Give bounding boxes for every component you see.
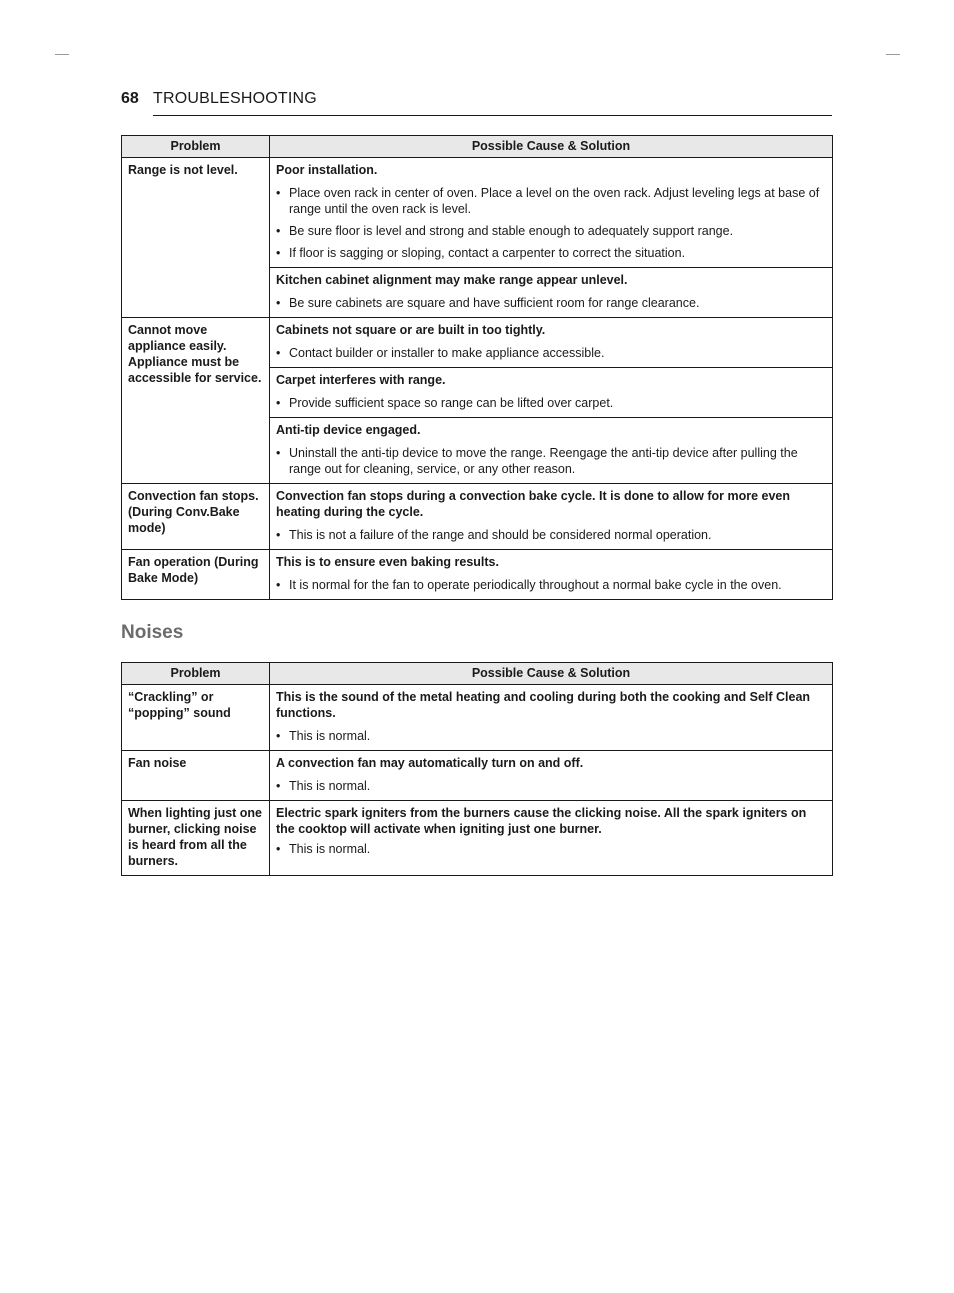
cause-cell: [270, 550, 833, 600]
page-header: [121, 89, 832, 117]
cause-title: Kitchen cabinet alignment may make range appear unlevel.: [276, 273, 628, 287]
solution-item: [276, 728, 826, 744]
cause-cell: [270, 318, 833, 368]
cause-cell: [270, 751, 833, 801]
bullet-icon: •: [276, 779, 281, 793]
solution-text: This is not a failure of the range and should be considered normal operation.: [289, 528, 712, 542]
solution-item: [276, 185, 826, 217]
solution-item: [276, 577, 826, 593]
cause-cell: [270, 801, 833, 876]
solution-item: [276, 245, 826, 261]
noises-heading: Noises: [121, 622, 184, 643]
problem-column-header: Problem: [122, 136, 270, 158]
cause-title: Electric spark igniters from the burners cause the clicking noise. All the spark igniters on the cooktop will activate when igniting just one burner.: [276, 806, 807, 836]
solution-item: [276, 395, 826, 411]
bullet-icon: •: [276, 246, 281, 260]
cause-title: Cabinets not square or are built in too tightly.: [276, 323, 546, 337]
table-row: [122, 751, 833, 801]
cause-title: Poor installation.: [276, 163, 378, 177]
solution-text: Uninstall the anti-tip device to move the range. Reengage the anti-tip device after pulling the range out for cleaning, service, or any other reason.: [289, 446, 798, 476]
cause-column-header: Possible Cause & Solution: [270, 663, 833, 685]
bullet-icon: •: [276, 578, 281, 592]
solution-text: This is normal.: [289, 842, 371, 856]
cause-cell: [270, 418, 833, 484]
solution-text: This is normal.: [289, 729, 371, 743]
solution-item: [276, 445, 826, 477]
problem-cell: Convection fan stops. (During Conv.Bake mode): [122, 484, 270, 550]
bullet-icon: •: [276, 729, 281, 743]
problem-cell: When lighting just one burner, clicking noise is heard from all the burners.: [122, 801, 270, 876]
bullet-icon: •: [276, 842, 281, 856]
page-number: 68: [121, 90, 139, 107]
table-row: [122, 484, 833, 550]
table-header-row: [122, 663, 833, 685]
solution-text: Be sure cabinets are square and have sufficient room for range clearance.: [289, 296, 700, 310]
bullet-icon: •: [276, 528, 281, 542]
solution-item: [276, 527, 826, 543]
solution-text: It is normal for the fan to operate periodically throughout a normal bake cycle in the oven.: [289, 578, 782, 592]
table-row: [122, 801, 833, 876]
solution-item: [276, 841, 826, 857]
cause-title: This is to ensure even baking results.: [276, 555, 499, 569]
solution-text: Provide sufficient space so range can be lifted over carpet.: [289, 396, 614, 410]
cause-title: Carpet interferes with range.: [276, 373, 446, 387]
cause-cell: [270, 368, 833, 418]
table-row: [122, 318, 833, 368]
noises-table: [121, 662, 833, 876]
cause-cell: [270, 685, 833, 751]
cause-title: This is the sound of the metal heating and cooling during both the cooking and Self Clean functions.: [276, 690, 811, 720]
crop-mark-right: [886, 54, 900, 55]
table-header-row: [122, 136, 833, 158]
section-title: TROUBLESHOOTING: [153, 90, 317, 107]
solution-text: Be sure floor is level and strong and stable enough to adequately support range.: [289, 224, 734, 238]
bullet-icon: •: [276, 186, 281, 200]
solution-text: If floor is sagging or sloping, contact a carpenter to correct the situation.: [289, 246, 686, 260]
table-row: [122, 685, 833, 751]
solution-text: Place oven rack in center of oven. Place a level on the oven rack. Adjust leveling legs at base of range until the oven rack is level.: [289, 186, 820, 216]
cause-title: A convection fan may automatically turn on and off.: [276, 756, 584, 770]
table-row: [122, 158, 833, 268]
problem-cell: Cannot move appliance easily. Appliance must be accessible for service.: [122, 318, 270, 484]
crop-mark-left: [55, 54, 69, 55]
cause-cell: [270, 484, 833, 550]
table-row: [122, 550, 833, 600]
bullet-icon: •: [276, 346, 281, 360]
bullet-icon: •: [276, 446, 281, 460]
cause-title: Anti-tip device engaged.: [276, 423, 421, 437]
problem-cell: “Crackling” or “popping” sound: [122, 685, 270, 751]
range-troubleshooting-table: [121, 135, 833, 600]
bullet-icon: •: [276, 296, 281, 310]
problem-cell: Fan operation (During Bake Mode): [122, 550, 270, 600]
solution-text: This is normal.: [289, 779, 371, 793]
solution-item: [276, 345, 826, 361]
solution-item: [276, 223, 826, 239]
solution-text: Contact builder or installer to make appliance accessible.: [289, 346, 605, 360]
problem-cell: Fan noise: [122, 751, 270, 801]
cause-title: Convection fan stops during a convection bake cycle. It is done to allow for more even heating during the cycle.: [276, 489, 790, 519]
cause-column-header: Possible Cause & Solution: [270, 136, 833, 158]
cause-cell: [270, 268, 833, 318]
cause-cell: [270, 158, 833, 268]
bullet-icon: •: [276, 396, 281, 410]
problem-cell: Range is not level.: [122, 158, 270, 318]
problem-column-header: Problem: [122, 663, 270, 685]
bullet-icon: •: [276, 224, 281, 238]
solution-item: [276, 778, 826, 794]
solution-item: [276, 295, 826, 311]
header-rule: [153, 115, 832, 116]
